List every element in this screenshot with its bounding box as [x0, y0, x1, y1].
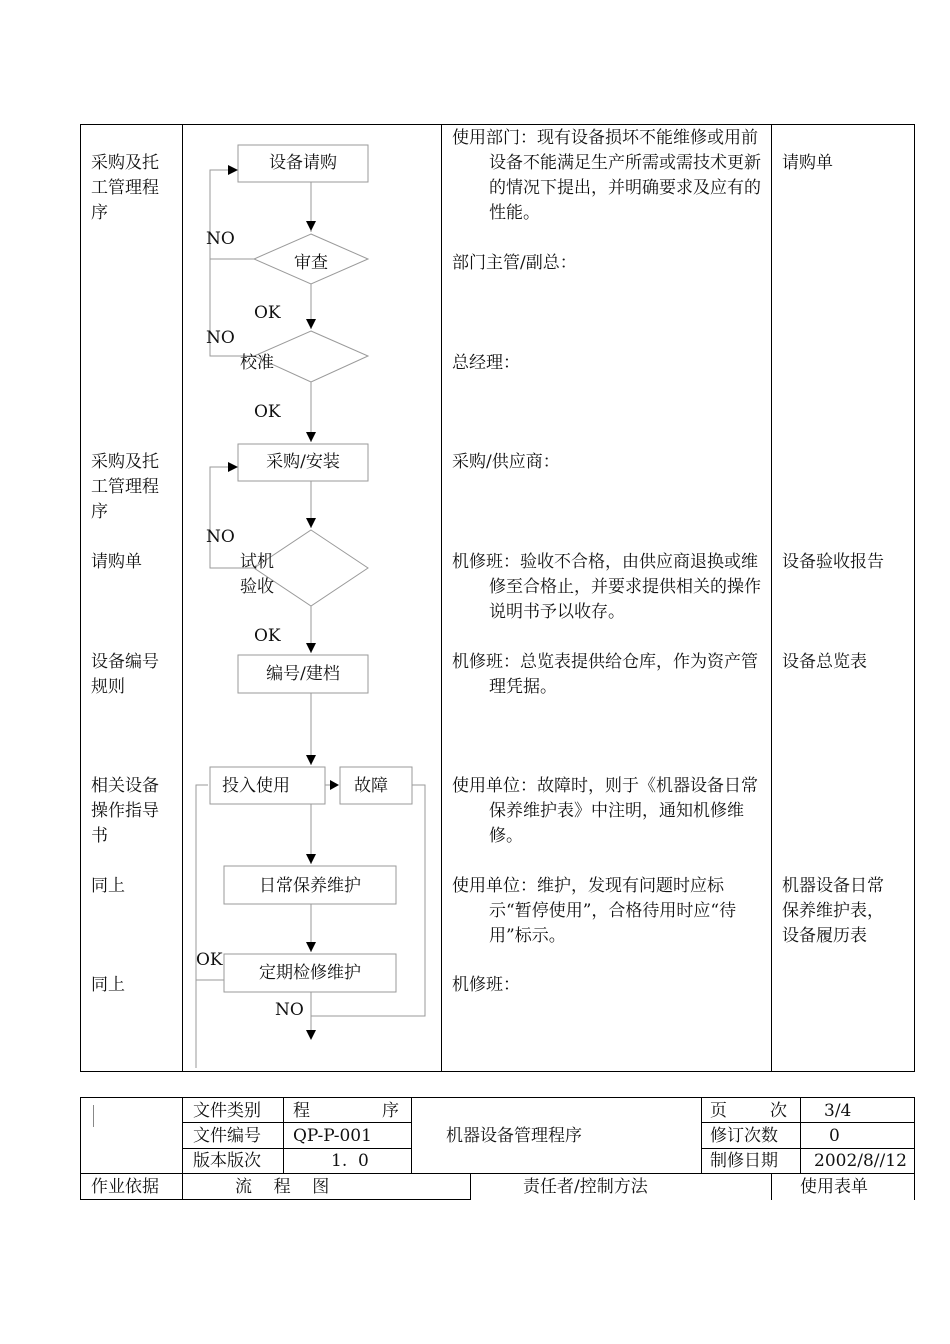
node-review-label: 审查: [294, 253, 328, 273]
footer-page-value: 3/4: [824, 1101, 852, 1121]
node-number-archive-label: 编号/建档: [266, 664, 340, 684]
footer-version-value: 1. 0: [331, 1151, 369, 1171]
basis-cell-5-line-1: 相关设备: [91, 776, 159, 796]
footer-doc-no-label: 文件编号: [193, 1126, 261, 1146]
footer-v-3: [411, 1097, 412, 1174]
footer-doc-type-label: 文件类别: [193, 1101, 261, 1121]
arrowhead: [306, 432, 316, 442]
node-purchase-install-label: 采购/安装: [266, 452, 340, 472]
responsibility-cell-7: 使用单位：故障时，则于《机器设备日常保养维护表》中注明，通知机修维修。: [452, 776, 758, 846]
label-ok-3: OK: [254, 626, 281, 646]
forms-cell-4-line-2: 保养维护表，: [782, 901, 884, 921]
label-no-3: NO: [206, 527, 235, 547]
footer-v-5: [701, 1097, 702, 1174]
node-daily-maintenance-label: 日常保养维护: [259, 876, 361, 896]
footer-version-label: 版本版次: [193, 1151, 261, 1171]
footer-col-forms: 使用表单: [800, 1177, 868, 1197]
footer-col-resp: 责任者/控制方法: [523, 1177, 648, 1197]
responsibility-cell-1: 使用部门：现有设备损坏不能维修或用前设备不能满足生产所需或需技术更新的情况下提出，并明确要求及应有的性能。: [452, 128, 761, 223]
basis-cell-4-line-1: 设备编号: [91, 652, 159, 672]
arrowhead: [306, 1030, 316, 1040]
basis-cell-2-line-3: 序: [91, 502, 108, 522]
node-purchase-request-label: 设备请购: [269, 153, 337, 173]
label-ok-4: OK: [196, 950, 223, 970]
footer-right-border: [914, 1097, 915, 1200]
footer-logo-mark: [93, 1105, 94, 1127]
footer-doc-title: 机器设备管理程序: [446, 1126, 582, 1146]
label-ok-2: OK: [254, 402, 281, 422]
node-trial-label-line-1: 试机: [240, 552, 274, 572]
arrowhead: [228, 165, 238, 175]
responsibility-cell-2: 部门主管/副总：: [452, 253, 577, 273]
label-no-4: NO: [275, 1000, 304, 1020]
responsibility-cell-3: 总经理：: [452, 353, 520, 373]
node-calibrate-label: 校准: [240, 353, 274, 373]
basis-cell-6: 同上: [91, 876, 125, 896]
forms-cell-4-line-3: 设备履历表: [782, 926, 867, 946]
basis-cell-5-line-2: 操作指导: [91, 801, 159, 821]
footer-left-border: [80, 1097, 81, 1200]
footer-v-6: [800, 1097, 801, 1174]
footer-v-2: [283, 1097, 284, 1174]
basis-cell-1-line-2: 工管理程: [91, 178, 159, 198]
forms-cell-3: 设备总览表: [782, 652, 867, 672]
node-trial-label: [240, 550, 274, 600]
footer-revision-label: 修订次数: [710, 1126, 778, 1146]
node-put-into-use-label: 投入使用: [222, 776, 290, 796]
arrowhead: [306, 319, 316, 329]
responsibility-cell-8: 使用单位：维护，发现有问题时应标示“暂停使用”，合格待用时应“待用”标示。: [452, 876, 737, 946]
arrowhead: [306, 518, 316, 528]
footer-date-label: 制修日期: [710, 1151, 778, 1171]
responsibility-cell-6: 机修班：总览表提供给仓库，作为资产管理凭据。: [452, 652, 758, 697]
responsibility-cell-9: 机修班：: [452, 975, 520, 995]
footer-doc-no-value: QP-P-001: [293, 1126, 372, 1146]
label-no-2: NO: [206, 328, 235, 348]
arrowhead: [228, 462, 238, 472]
basis-cell-1-line-1: 采购及托: [91, 153, 159, 173]
node-trial-label-line-2: 验收: [240, 577, 274, 597]
arrowhead: [306, 755, 316, 765]
label-ok-1: OK: [254, 303, 281, 323]
basis-cell-2-line-1: 采购及托: [91, 452, 159, 472]
basis-cell-1-line-3: 序: [91, 203, 108, 223]
basis-cell-5-line-3: 书: [91, 826, 108, 846]
footer-date-value: 2002/8//12: [814, 1151, 907, 1171]
footer-revision-value: 0: [829, 1126, 840, 1146]
arrowhead: [306, 942, 316, 952]
basis-cell-2-line-2: 工管理程: [91, 477, 159, 497]
footer-top-border: [80, 1097, 915, 1098]
footer-v-4: [470, 1173, 471, 1200]
node-periodic-maintenance-label: 定期检修维护: [259, 963, 361, 983]
footer-doc-type-value-b: 序: [382, 1101, 399, 1121]
footer-v-7: [771, 1173, 772, 1200]
arrowhead: [306, 854, 316, 864]
arrowhead: [330, 780, 339, 790]
footer-row-line-1b: [701, 1122, 915, 1123]
footer-col-basis: 作业依据: [91, 1177, 159, 1197]
node-fault-label: 故障: [354, 776, 388, 796]
footer-page-label-b: 次: [770, 1101, 787, 1121]
responsibility-cell-5: 机修班：验收不合格，由供应商退换或维修至合格止，并要求提供相关的操作说明书予以收存。: [452, 552, 761, 622]
basis-cell-4-line-2: 规则: [91, 677, 125, 697]
arrowhead: [306, 643, 316, 653]
label-no-1: NO: [206, 229, 235, 249]
basis-cell-3: 请购单: [91, 552, 142, 572]
forms-cell-4-line-1: 机器设备日常: [782, 876, 884, 896]
basis-cell-7: 同上: [91, 975, 125, 995]
forms-cell-2: 设备验收报告: [782, 552, 884, 572]
responsibility-cell-4: 采购/供应商：: [452, 452, 560, 472]
footer-v-1: [182, 1097, 183, 1200]
forms-cell-1: 请购单: [782, 153, 833, 173]
footer-col-flow: 流 程 图: [235, 1177, 330, 1197]
arrowhead: [306, 221, 316, 231]
footer-page-label-a: 页: [710, 1101, 727, 1121]
footer-doc-type-value-a: 程: [293, 1101, 310, 1121]
